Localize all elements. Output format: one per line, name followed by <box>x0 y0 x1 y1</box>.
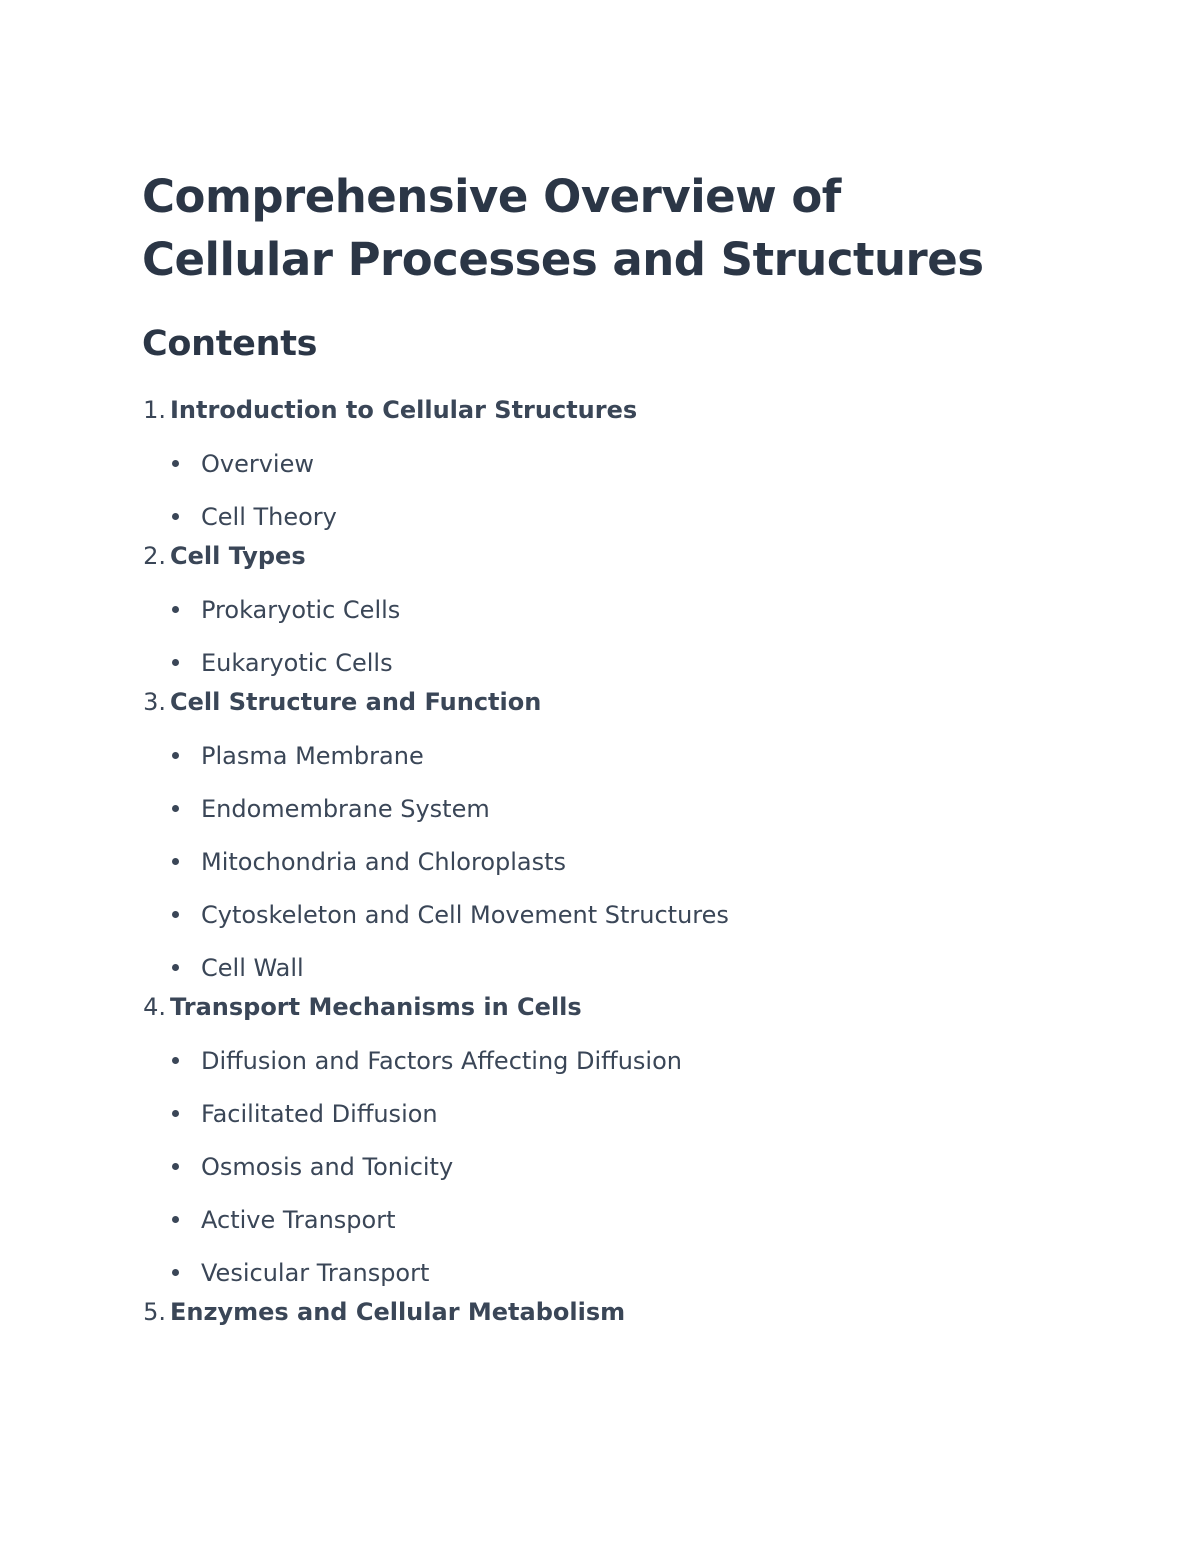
bullet-icon <box>172 805 179 812</box>
bullet-icon <box>172 1057 179 1064</box>
toc-section <box>142 1286 1042 1339</box>
toc-subsection-label: Cell Wall <box>201 953 304 982</box>
bullet-icon <box>172 1163 179 1170</box>
toc-section-heading[interactable] <box>142 1286 1042 1339</box>
bullet-icon <box>172 1269 179 1276</box>
toc-section <box>142 676 1042 994</box>
bullet-icon <box>172 460 179 467</box>
toc-subsection-label: Mitochondria and Chloroplasts <box>201 847 567 876</box>
bullet-icon <box>172 858 179 865</box>
toc-section-number: 5. <box>143 1298 166 1326</box>
toc-section-heading[interactable] <box>142 384 1042 437</box>
toc-section-title: Cell Types <box>170 542 306 570</box>
toc-section-title: Transport Mechanisms in Cells <box>170 993 582 1021</box>
toc-section-heading[interactable] <box>142 981 1042 1034</box>
bullet-icon <box>172 1216 179 1223</box>
toc-subsection-list <box>142 583 1042 689</box>
bullet-icon <box>172 911 179 918</box>
toc-subsection-list <box>142 1034 1042 1299</box>
toc-subsection-item[interactable] <box>172 437 1042 490</box>
toc-section-title: Enzymes and Cellular Metabolism <box>170 1298 626 1326</box>
toc-section-title: Introduction to Cellular Structures <box>170 396 638 424</box>
document-page <box>142 165 1042 1339</box>
toc-subsection-item[interactable] <box>172 1087 1042 1140</box>
toc-section-number: 4. <box>143 993 166 1021</box>
toc-subsection-label: Active Transport <box>201 1205 396 1234</box>
toc-subsection-label: Prokaryotic Cells <box>201 595 401 624</box>
bullet-icon <box>172 606 179 613</box>
toc-section-heading[interactable] <box>142 530 1042 583</box>
toc-section-number: 1. <box>143 396 166 424</box>
toc-subsection-list <box>142 729 1042 994</box>
bullet-icon <box>172 659 179 666</box>
toc-subsection-item[interactable] <box>172 1034 1042 1087</box>
toc-section-heading[interactable] <box>142 676 1042 729</box>
toc-subsection-label: Vesicular Transport <box>201 1258 430 1287</box>
toc-subsection-label: Overview <box>201 449 314 478</box>
contents-heading: Contents <box>142 324 318 364</box>
toc-subsection-item[interactable] <box>172 583 1042 636</box>
toc-section <box>142 530 1042 689</box>
bullet-icon <box>172 964 179 971</box>
toc-subsection-label: Facilitated Diffusion <box>201 1099 438 1128</box>
toc-subsection-item[interactable] <box>172 1140 1042 1193</box>
toc-subsection-item[interactable] <box>172 729 1042 782</box>
toc-subsection-label: Diffusion and Factors Affecting Diffusion <box>201 1046 682 1075</box>
toc-subsection-item[interactable] <box>172 782 1042 835</box>
toc-subsection-item[interactable] <box>172 888 1042 941</box>
bullet-icon <box>172 1110 179 1117</box>
toc-section <box>142 384 1042 543</box>
toc-subsection-label: Cytoskeleton and Cell Movement Structures <box>201 900 729 929</box>
toc-subsection-item[interactable] <box>172 835 1042 888</box>
toc-subsection-label: Cell Theory <box>201 502 337 531</box>
toc-subsection-list <box>142 437 1042 543</box>
toc-subsection-item[interactable] <box>172 1193 1042 1246</box>
toc-section <box>142 981 1042 1299</box>
toc-subsection-label: Osmosis and Tonicity <box>201 1152 454 1181</box>
toc-subsection-label: Endomembrane System <box>201 794 490 823</box>
toc-section-title: Cell Structure and Function <box>170 688 542 716</box>
toc-section-number: 3. <box>143 688 166 716</box>
bullet-icon <box>172 513 179 520</box>
document-title: Comprehensive Overview of Cellular Processes and Structures <box>142 170 984 286</box>
toc-subsection-label: Eukaryotic Cells <box>201 648 393 677</box>
table-of-contents <box>142 384 1042 1339</box>
toc-section-number: 2. <box>143 542 166 570</box>
bullet-icon <box>172 752 179 759</box>
toc-subsection-label: Plasma Membrane <box>201 741 424 770</box>
